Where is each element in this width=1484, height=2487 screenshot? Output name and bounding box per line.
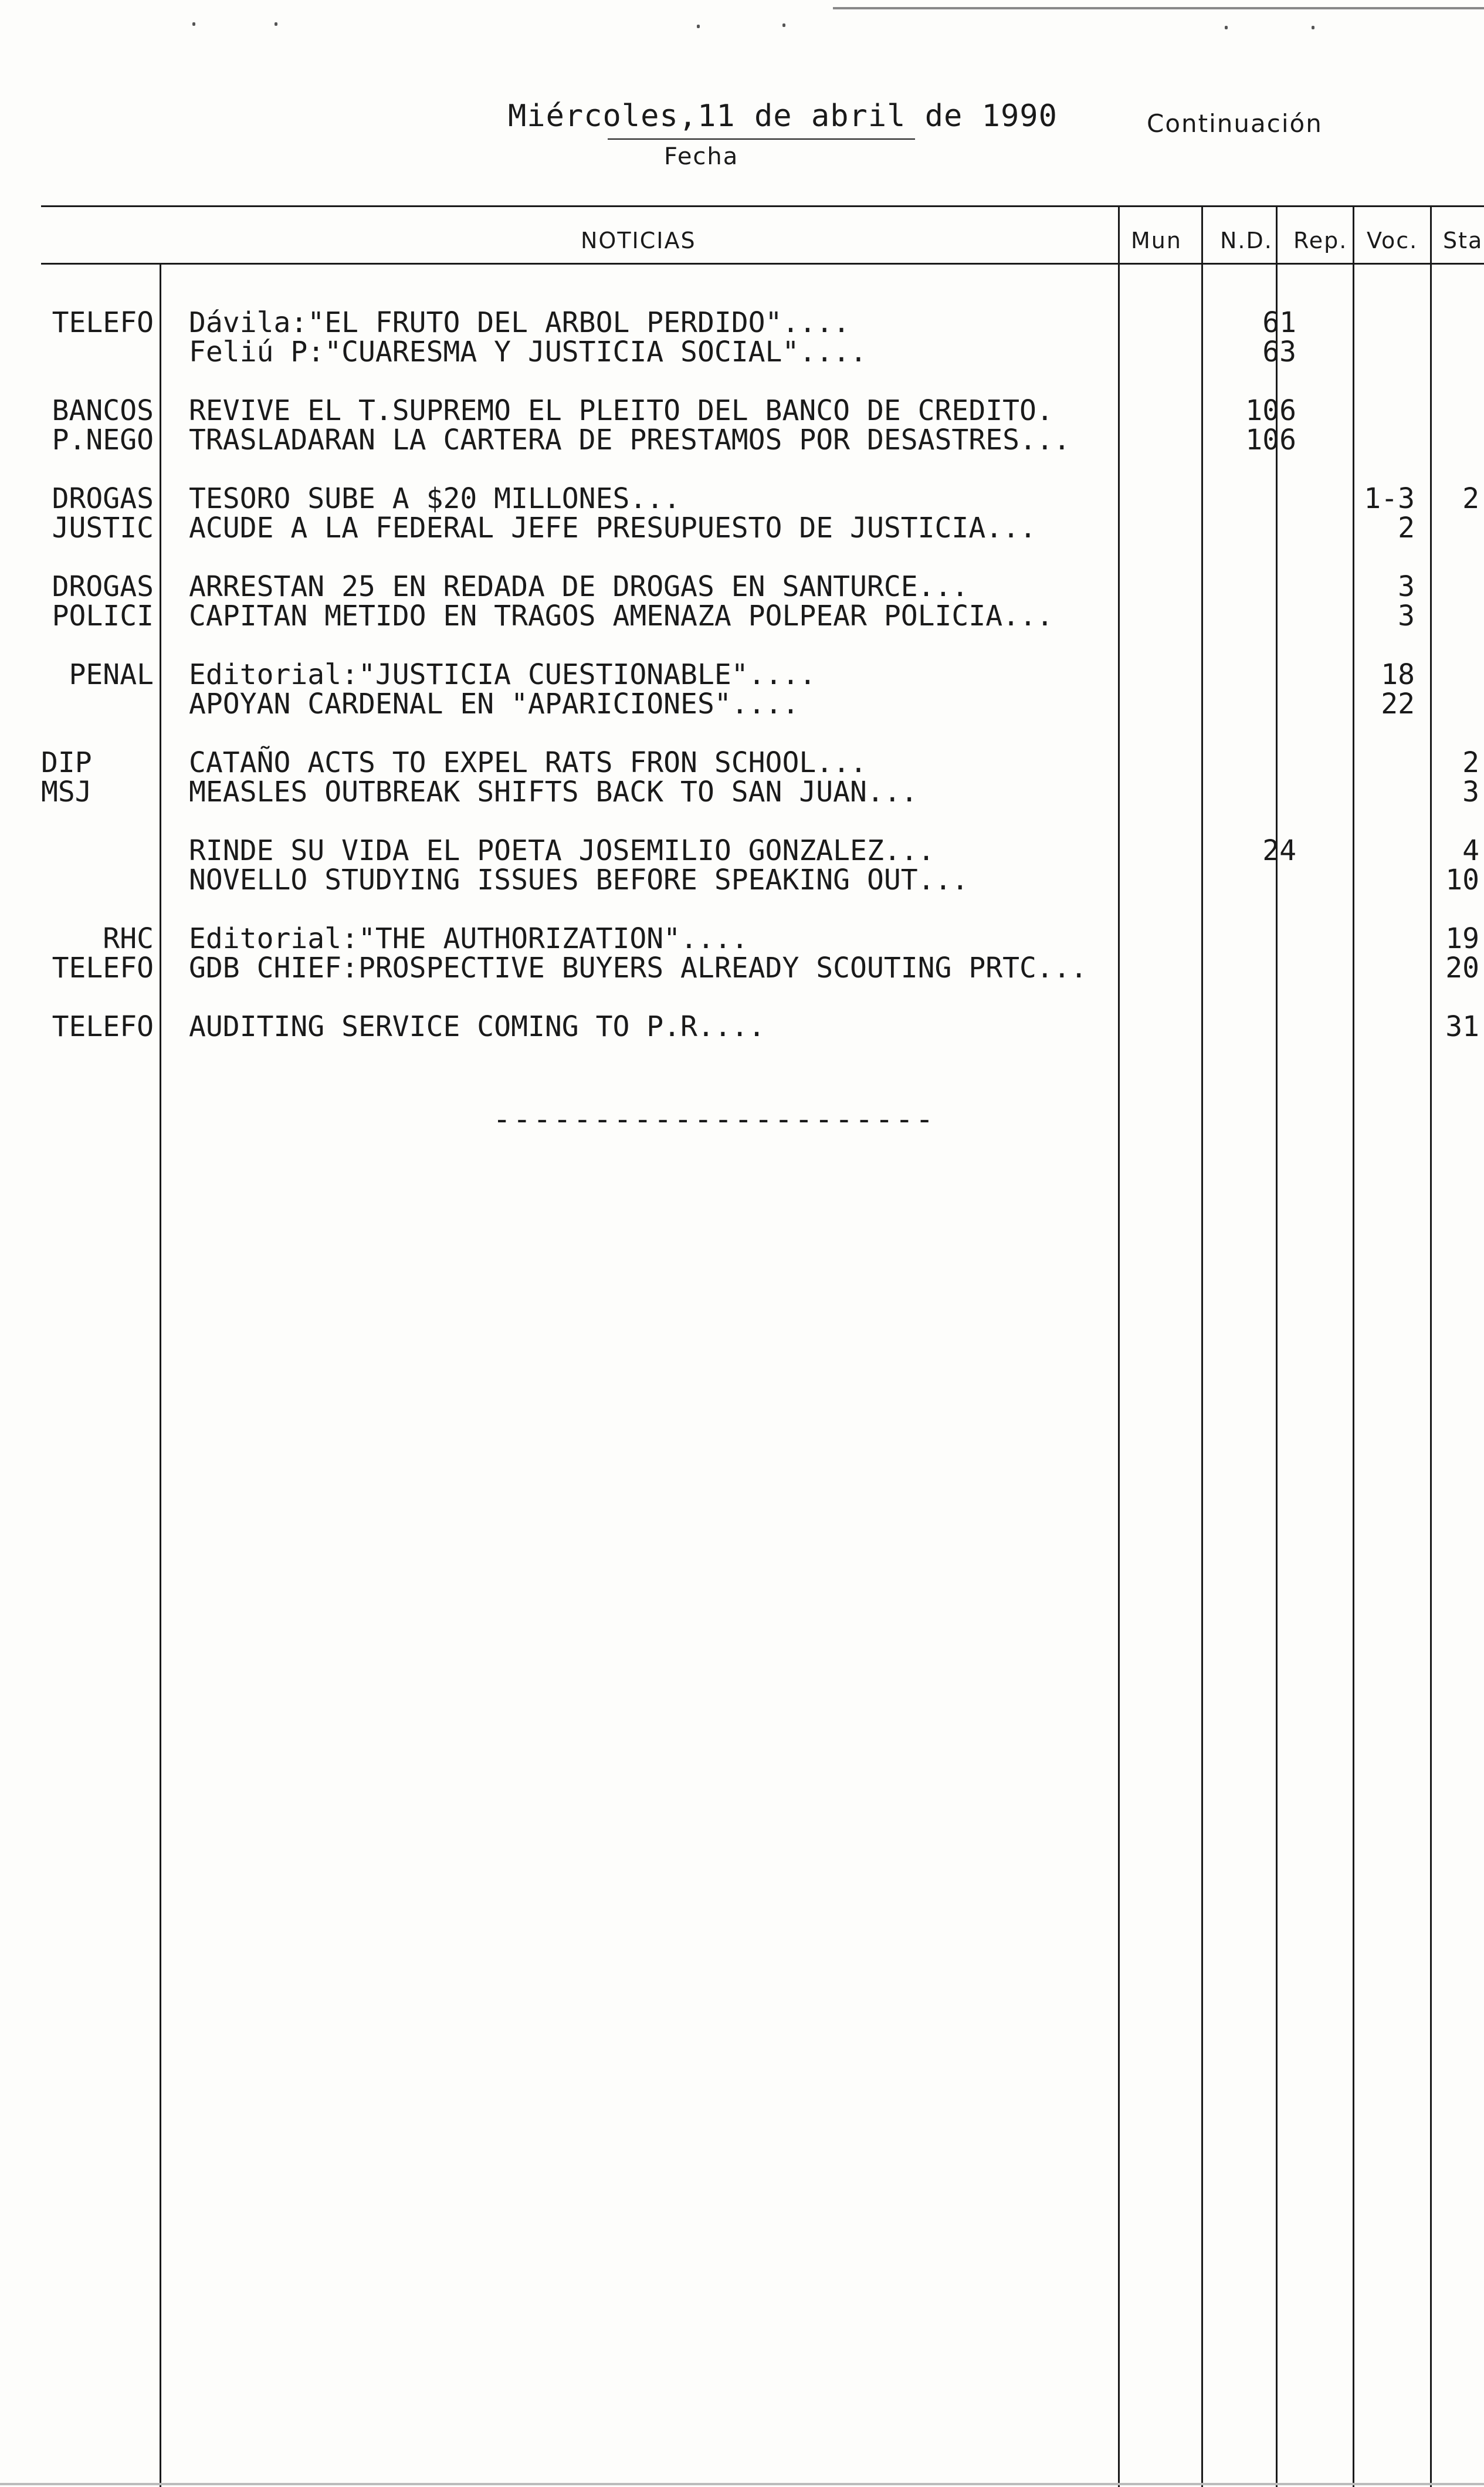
sta-page: 19 (1445, 922, 1479, 955)
table-row (0, 597, 1484, 635)
table-row (0, 333, 1484, 371)
headline: NOVELLO STUDYING ISSUES BEFORE SPEAKING OUT... (189, 864, 969, 896)
headline: CAPITAN METIDO EN TRAGOS AMENAZA POLPEAR POLICIA... (189, 600, 1053, 632)
sta-page: 3 (1462, 776, 1479, 808)
section-tag: MSJ (41, 776, 92, 808)
column-header-sta: Sta (1443, 228, 1483, 253)
section-tag: DROGAS (52, 482, 154, 515)
headline: REVIVE EL T.SUPREMO EL PLEITO DEL BANCO DE CREDITO. (189, 394, 1053, 427)
section-tag: TELEFO (52, 1010, 154, 1043)
headline: AUDITING SERVICE COMING TO P.R.... (189, 1010, 765, 1043)
headline: GDB CHIEF:PROSPECTIVE BUYERS ALREADY SCOUTING PRTC... (189, 952, 1087, 984)
scan-speck (1312, 26, 1314, 29)
date-caption: Fecha (664, 143, 739, 170)
table-top-rule (41, 205, 1484, 207)
table-row (0, 773, 1484, 811)
sta-page: 10 (1445, 864, 1479, 896)
sta-page: 20 (1445, 952, 1479, 984)
sta-page: 31 (1445, 1010, 1479, 1043)
headline: Feliú P:"CUARESMA Y JUSTICIA SOCIAL".... (189, 336, 867, 368)
voc-page: 22 (1381, 688, 1415, 720)
scan-speck (192, 22, 195, 26)
section-tag: DIP (41, 746, 92, 779)
column-header-rep: Rep. (1293, 228, 1348, 253)
column-header-voc: Voc. (1367, 228, 1418, 253)
section-tag: JUSTIC (52, 512, 154, 544)
table-row (0, 949, 1484, 987)
headline: APOYAN CARDENAL EN "APARICIONES".... (189, 688, 799, 720)
bottom-scan-edge (0, 2483, 1484, 2485)
voc-page: 18 (1381, 658, 1415, 691)
column-header-noticias: NOTICIAS (581, 228, 696, 253)
column-header-nd: N.D. (1220, 228, 1273, 253)
end-of-list-rule: ---------------------- (493, 1102, 936, 1137)
voc-page: 1-3 (1364, 482, 1415, 515)
section-tag: PENAL (69, 658, 154, 691)
headline: TRASLADARAN LA CARTERA DE PRESTAMOS POR DESASTRES... (189, 424, 1070, 456)
column-divider-rep (1276, 205, 1278, 2487)
table-header-rule (41, 263, 1484, 265)
column-divider-sta (1430, 205, 1432, 2487)
voc-page: 3 (1398, 600, 1415, 632)
table-row (0, 1008, 1484, 1045)
column-divider-voc (1353, 205, 1354, 2487)
top-scan-edge (833, 7, 1484, 9)
section-tag: TELEFO (52, 952, 154, 984)
section-tag: RHC (103, 922, 154, 955)
section-tag: P.NEGO (52, 424, 154, 456)
scan-speck (782, 23, 785, 27)
column-divider-mun (1118, 205, 1120, 2487)
table-row (0, 421, 1484, 459)
table-row (0, 685, 1484, 723)
headline: MEASLES OUTBREAK SHIFTS BACK TO SAN JUAN... (189, 776, 918, 808)
sta-page: 2 (1462, 746, 1479, 779)
headline: CATAÑO ACTS TO EXPEL RATS FRON SCHOOL... (189, 746, 867, 779)
scan-speck (275, 22, 277, 26)
voc-page: 3 (1398, 570, 1415, 603)
table-row (0, 509, 1484, 547)
nd-page: 106 (1245, 424, 1296, 456)
voc-page: 2 (1398, 512, 1415, 544)
headline: Dávila:"EL FRUTO DEL ARBOL PERDIDO".... (189, 306, 851, 339)
nd-page: 106 (1245, 394, 1296, 427)
column-header-mun: Mun (1131, 228, 1182, 253)
section-tag: DROGAS (52, 570, 154, 603)
section-tag: TELEFO (52, 306, 154, 339)
headline: ACUDE A LA FEDERAL JEFE PRESUPUESTO DE JUSTICIA... (189, 512, 1036, 544)
headline: ARRESTAN 25 EN REDADA DE DROGAS EN SANTURCE... (189, 570, 969, 603)
scan-speck (697, 25, 700, 28)
sta-page: 2 (1462, 482, 1479, 515)
headline: RINDE SU VIDA EL POETA JOSEMILIO GONZALEZ... (189, 834, 935, 867)
nd-page: 61 (1262, 306, 1296, 339)
scan-speck (1225, 26, 1228, 29)
table-row (0, 861, 1484, 899)
nd-page: 24 (1262, 834, 1296, 867)
section-tag: BANCOS (52, 394, 154, 427)
sta-page: 4 (1462, 834, 1479, 867)
report-date: Miércoles,11 de abril de 1990 (508, 99, 1058, 134)
continuation-label: Continuación (1147, 109, 1323, 138)
headline: Editorial:"THE AUTHORIZATION".... (189, 922, 748, 955)
section-tag: POLICI (52, 600, 154, 632)
nd-page: 63 (1262, 336, 1296, 368)
headline: TESORO SUBE A $20 MILLONES... (189, 482, 681, 515)
headline: Editorial:"JUSTICIA CUESTIONABLE".... (189, 658, 816, 691)
date-underline (608, 138, 915, 140)
column-divider-nd (1201, 205, 1203, 2487)
